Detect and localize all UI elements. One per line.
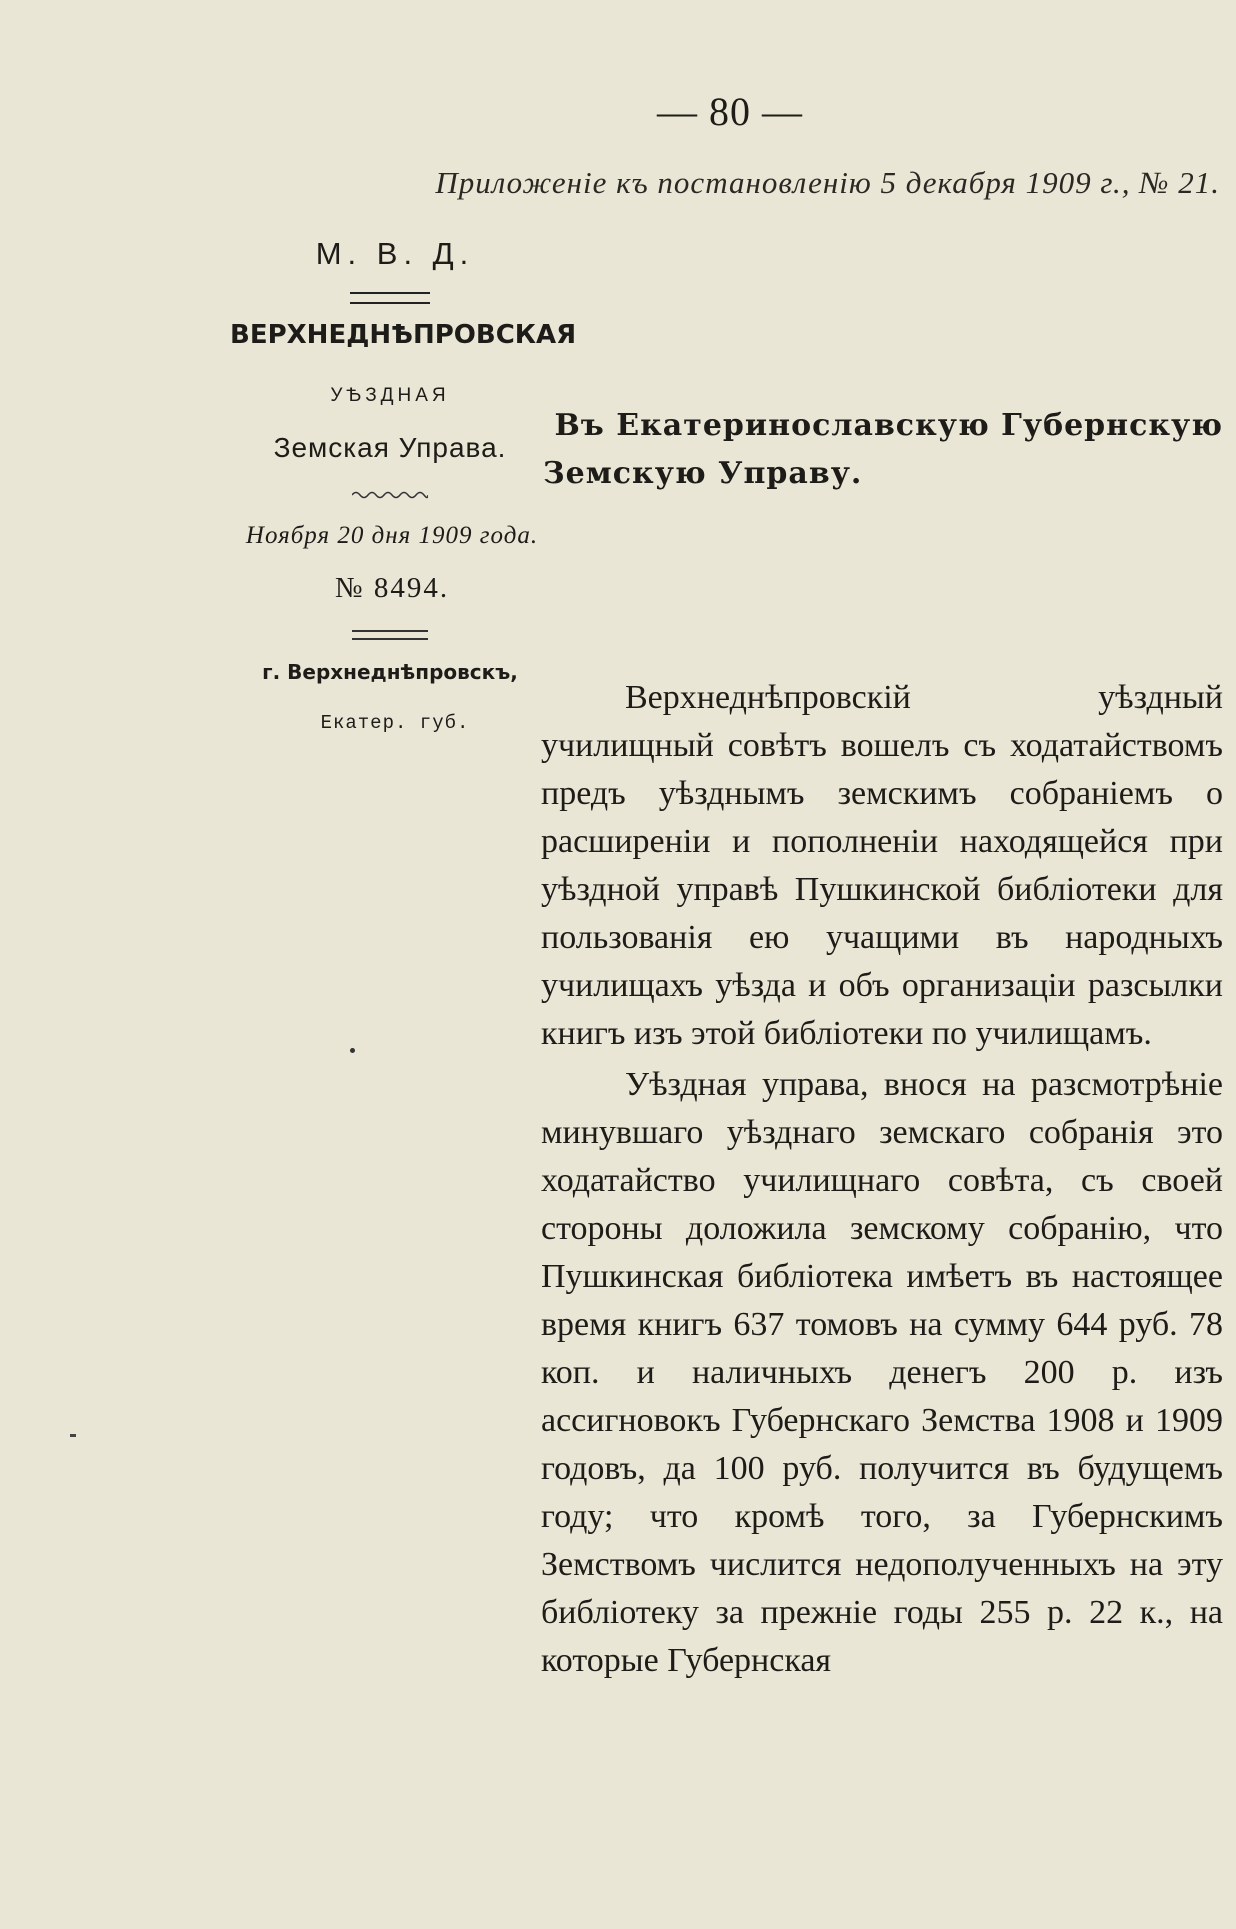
addressee-line-1: Въ Екатеринославскую Губернскую — [554, 408, 1223, 443]
town-name: г. Верхнеднѣпровскъ, — [262, 660, 518, 684]
appendix-note: Приложеніе къ постановленію 5 декабря 1909 г., № 21. — [435, 165, 1220, 200]
letter-number: № 8494. — [334, 572, 450, 604]
office-body: Земская Управа. — [273, 432, 507, 463]
letter-date: Ноября 20 дня 1909 года. — [245, 522, 539, 549]
addressee — [543, 402, 1223, 498]
province-name: Екатер. губ. — [320, 712, 470, 734]
page-number: — 80 — — [657, 89, 803, 134]
office-type: УѢЗДНАЯ — [330, 385, 450, 406]
wavy-divider — [352, 490, 428, 500]
double-divider — [352, 630, 428, 640]
header-divider — [350, 292, 430, 304]
ministry-label: М. В. Д. — [315, 236, 475, 271]
body-paragraph-1: Верхнеднѣпровскій уѣздный училищный совѣтъ вошелъ съ ходатайствомъ предъ уѣзднымъ земскимъ собраніемъ о расширеніи и пополненіи находящейся при уѣздной управѣ Пушкинской библіотеки для пользованія ею учащими въ народныхъ училищахъ уѣзда и объ организаціи разсылки книгъ изъ этой библіотеки по училищамъ. — [541, 679, 1223, 1052]
print-speck — [70, 1434, 76, 1437]
body-paragraph-2: Уѣздная управа, внося на разсмотрѣніе минувшаго уѣзднаго земскаго собранія это ходатайство училищнаго совѣта, съ своей стороны доложила земскому собранію, что Пушкинская библіотека имѣетъ въ настоящее время книгъ 637 томовъ на сумму 644 руб. 78 коп. и наличныхъ денегъ 200 р. изъ ассигновокъ Губернскаго Земства 1908 и 1909 годовъ, да 100 руб. получится въ будущемъ году; что кромѣ того, за Губернскимъ Земствомъ числится недополученныхъ на эту библіотеку за прежніе годы 255 р. 22 к., на которые Губернская — [541, 1066, 1223, 1679]
addressee-line-2: Земскую Управу. — [543, 456, 863, 491]
office-name: ВЕРХНЕДНѢПРОВСКАЯ — [230, 320, 577, 350]
print-speck — [350, 1048, 355, 1053]
letter-body — [541, 674, 1223, 1685]
